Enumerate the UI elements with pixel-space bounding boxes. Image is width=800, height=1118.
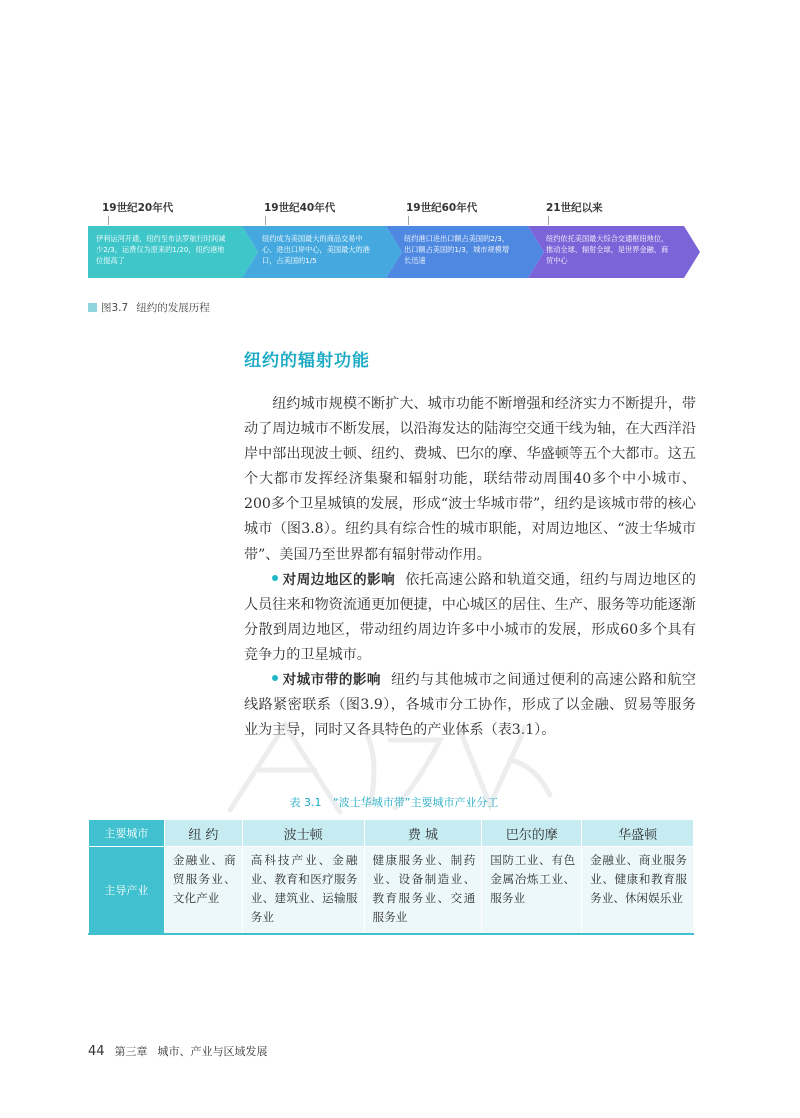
table-cell: 金融业、商业服务业、健康和教育服务业、休闲娱乐业 — [582, 847, 694, 935]
table-row-label: 主导产业 — [89, 847, 165, 935]
bullet-heading: 对周边地区的影响 — [282, 571, 396, 588]
table-title: “波士华城市带”主要城市产业分工 — [333, 796, 499, 809]
chapter-number: 第三章 — [114, 1045, 148, 1058]
section-title: 纽约的辐射功能 — [244, 351, 370, 371]
table-city-header: 巴尔的摩 — [482, 820, 582, 847]
caption-marker-icon — [88, 303, 97, 312]
chapter-title: 城市、产业与区域发展 — [157, 1045, 268, 1058]
bullet-icon — [272, 575, 278, 581]
page-footer — [88, 1043, 268, 1059]
table-number: 表 3.1 — [289, 796, 322, 809]
table-header-label: 主要城市 — [89, 820, 165, 847]
industry-table — [88, 819, 694, 935]
table-cell: 国防工业、有色金属冶炼工业、服务业 — [482, 847, 582, 935]
figure-number: 图3.7 — [101, 302, 129, 314]
table-cell: 金融业、商贸服务业、文化产业 — [164, 847, 242, 935]
table-city-header: 费 城 — [364, 820, 482, 847]
page-number: 44 — [88, 1044, 105, 1059]
timeline-stage-label: 21世纪以来 — [546, 202, 603, 214]
bullet-heading: 对城市带的影响 — [282, 672, 381, 689]
timeline-stage-label: 19世纪60年代 — [406, 202, 478, 214]
timeline-stage-label: 19世纪40年代 — [264, 202, 336, 214]
timeline-stage-label: 19世纪20年代 — [102, 202, 174, 214]
timeline-stage-text: 纽约港口进出口额占美国的2/3，出口额占美国的1/3，城市规模增长迅速 — [404, 234, 510, 265]
timeline-stage-text: 纽约成为美国最大的商品交易中心、进出口岸中心，美国最大的港口，占美国的1/5 — [262, 234, 370, 265]
development-timeline — [88, 196, 700, 286]
bullet-text: 依托高速公路和轨道交通，纽约与周边地区的人员往来和物资流通更加便捷，中心城区的居住、生产、服务等功能逐渐分散到周边地区，带动纽约周边许多中小城市的发展，形成60多个具有竞争力的卫星城市。 — [244, 571, 697, 663]
table-city-header: 纽 约 — [164, 820, 242, 847]
table-caption — [88, 794, 700, 810]
table-cell: 高科技产业、金融业、教育和医疗服务业、建筑业、运输服务业 — [242, 847, 364, 935]
timeline-stage-text: 纽约依托美国最大综合交通枢纽地位，推动全球、辐射全球，是世界金融、商贸中心 — [546, 234, 669, 265]
bullet-paragraph — [244, 568, 696, 668]
bullet-icon — [272, 675, 278, 681]
figure-caption — [88, 300, 210, 315]
table-row — [89, 847, 694, 935]
table-city-header: 波士顿 — [242, 820, 364, 847]
paragraph: 纽约城市规模不断扩大、城市功能不断增强和经济实力不断提升，带动了周边城市不断发展，以沿海发达的陆海空交通干线为轴，在大西洋沿岸中部出现波士顿、纽约、费城、巴尔的摩、华盛顿等五个大都市。这五个大都市发挥经济集聚和辐射功能，联结带动周围40多个中小城市、200多个卫星城镇的发展，形成“波士华城市带”，纽约是该城市带的核心城市（图3.8）。纽约具有综合性的城市职能，对周边地区、“波士华城市带”、美国乃至世界都有辐射带动作用。 — [244, 396, 696, 563]
timeline-tick — [548, 216, 549, 225]
bullet-text: 纽约与其他城市之间通过便利的高速公路和航空线路紧密联系（图3.9），各城市分工协作，形成了以金融、贸易等服务业为主导，同时又各具特色的产业体系（表3.1）。 — [244, 672, 696, 739]
table-header-row — [89, 820, 694, 847]
timeline-tick — [265, 216, 266, 225]
body-text — [244, 392, 696, 743]
table-cell: 健康服务业、制药业、设备制造业、教育服务业、交通服务业 — [364, 847, 482, 935]
table-city-header: 华盛顿 — [582, 820, 694, 847]
figure-title: 纽约的发展历程 — [136, 302, 210, 314]
timeline-tick — [408, 216, 409, 225]
timeline-tick — [108, 216, 109, 225]
timeline-stage-text: 伊利运河开通，纽约至布法罗航行时间减少2/3，运费仅为原来的1/20，纽约港地位提高了 — [96, 234, 226, 265]
